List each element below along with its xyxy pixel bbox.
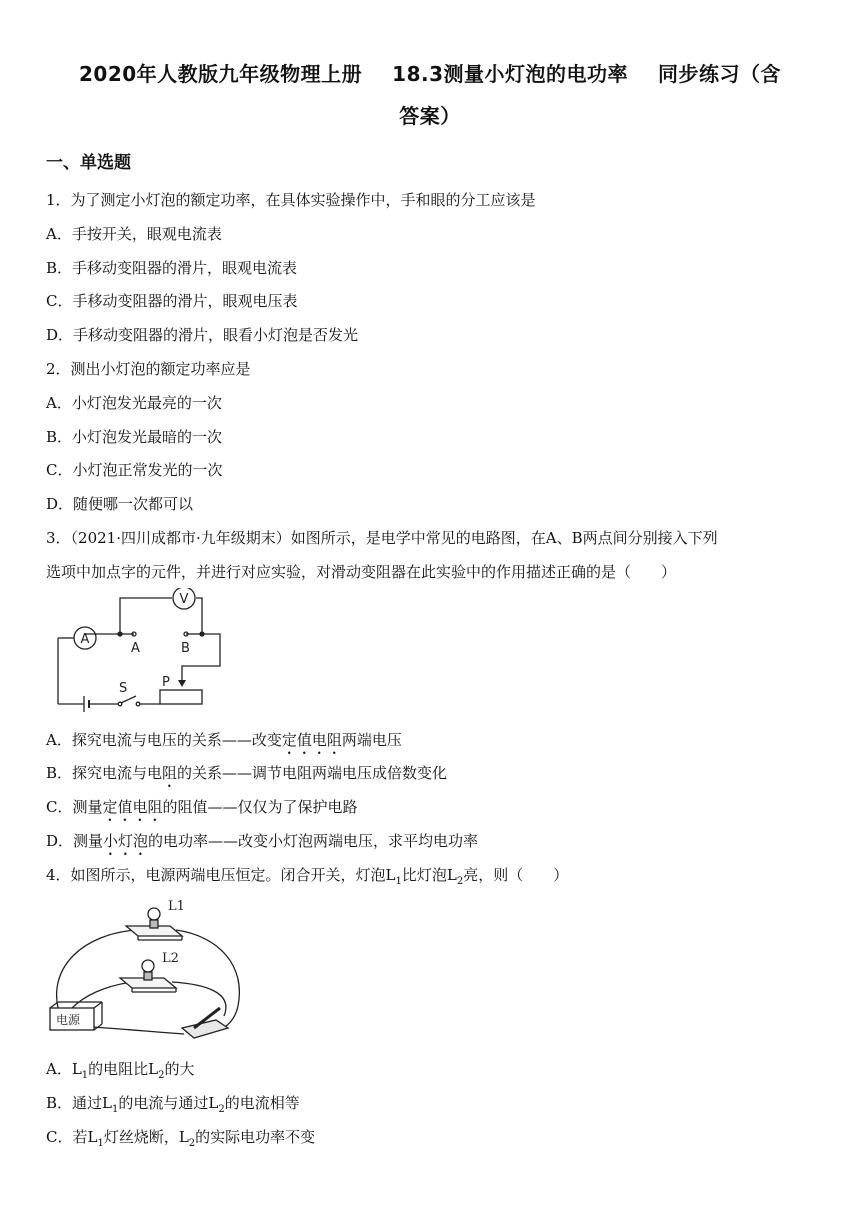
q4-circuit-picture — [44, 896, 264, 1046]
q4-stem: 4．如图所示，电源两端电压恒定。闭合开关，灯泡$L_1$比灯泡$L_2$亮，则（ ） — [46, 866, 569, 887]
q3-circuit-diagram — [50, 588, 230, 718]
lamp-1-label: L1 — [168, 899, 185, 914]
q2-option-d: D．随便哪一次都可以 — [46, 495, 194, 513]
q1-option-b: B．手移动变阻器的滑片，眼观电流表 — [46, 259, 298, 277]
q1-option-c: C．手移动变阻器的滑片，眼观电压表 — [46, 292, 298, 310]
bulb-2-icon — [142, 960, 154, 972]
q3-option-a: A．探究电流与电压的关系——改变定值电阻两端电压 — [46, 731, 402, 749]
q3-option-d: D．测量小灯泡的电功率——改变小灯泡两端电压，求平均电功率 — [46, 832, 479, 850]
ammeter-label: A — [80, 632, 90, 647]
page-title — [0, 58, 860, 87]
q2-option-c: C．小灯泡正常发光的一次 — [46, 461, 223, 479]
q1-stem: 1．为了测定小灯泡的额定功率，在具体实验操作中，手和眼的分工应该是 — [46, 191, 536, 209]
voltmeter-label: V — [179, 592, 189, 607]
q3-stem-line2: 选项中加点字的元件，并进行对应实验，对滑动变阻器在此实验中的作用描述正确的是（ ） — [46, 563, 677, 581]
title-part-2: 18.3测量小灯泡的电功率 — [392, 62, 629, 86]
knife-switch-icon — [182, 1020, 228, 1038]
slider-label: P — [162, 675, 170, 690]
title-part-1: 2020年人教版九年级物理上册 — [78, 62, 363, 86]
q2-option-a: A．小灯泡发光最亮的一次 — [46, 394, 222, 412]
q1-option-a: A．手按开关，眼观电流表 — [46, 225, 222, 243]
power-source-label: 电源 — [56, 1013, 81, 1027]
page-title-line2: 答案） — [399, 104, 461, 128]
switch-label: S — [119, 681, 128, 696]
q3-option-c: C．测量定值电阻的阻值——仅仅为了保护电路 — [46, 798, 358, 816]
section-heading: 一、单选题 — [46, 153, 131, 173]
q2-stem: 2．测出小灯泡的额定功率应是 — [46, 360, 251, 378]
lamp-2-label: L2 — [162, 951, 179, 966]
q2-option-b: B．小灯泡发光最暗的一次 — [46, 428, 223, 446]
title-part-3: 同步练习（含 — [658, 62, 782, 86]
point-a-label: A — [131, 641, 140, 656]
q3-stem-line1: 3．（2021·四川成都市·九年级期末）如图所示，是电学中常见的电路图，在A、B两点间分别接入下列 — [46, 529, 718, 547]
q1-option-d: D．手移动变阻器的滑片，眼看小灯泡是否发光 — [46, 326, 359, 344]
switch-icon — [121, 696, 136, 703]
bulb-1-icon — [148, 908, 160, 920]
q4-option-b: B．通过$L_1$的电流与通过$L_2$的电流相等 — [46, 1094, 300, 1115]
q4-option-c: C．若$L_1$灯丝烧断，$L_2$的实际电功率不变 — [46, 1128, 316, 1149]
point-b-label: B — [181, 641, 190, 656]
q4-option-a: A．$L_1$的电阻比$L_2$的大 — [46, 1060, 195, 1081]
q3-option-b: B．探究电流与电阻的关系——调节电阻两端电压成倍数变化 — [46, 764, 448, 782]
rheostat-icon — [160, 690, 202, 704]
